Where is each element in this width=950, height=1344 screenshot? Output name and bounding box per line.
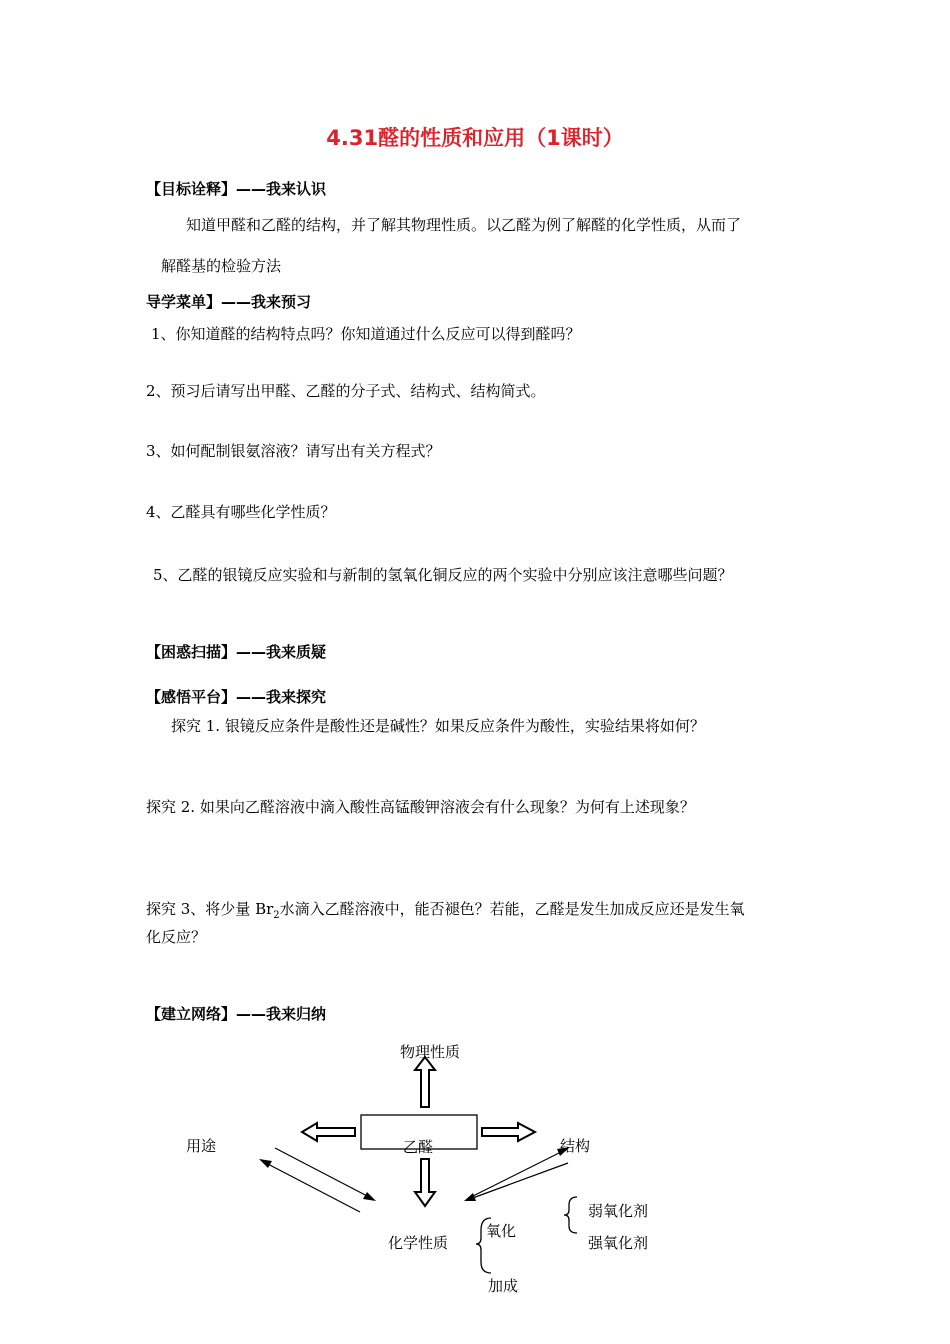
explore-3-prefix: 探究 3、将少量 Br [146, 900, 274, 918]
goal-text-line-2: 解醛基的检验方法 [161, 257, 282, 275]
node-chemical-properties: 化学性质 [388, 1234, 449, 1252]
question-1: 1、你知道醛的结构特点吗？你知道通过什么反应可以得到醛吗？ [151, 325, 581, 343]
node-weak-oxidant: 弱氧化剂 [588, 1202, 649, 1220]
question-4: 4、乙醛具有哪些化学性质？ [146, 503, 336, 521]
node-acetaldehyde: 乙醛 [403, 1138, 434, 1156]
question-2: 2、预习后请写出甲醛、乙醛的分子式、结构式、结构简式。 [146, 382, 546, 400]
node-addition: 加成 [488, 1277, 519, 1295]
node-strong-oxidant: 强氧化剂 [588, 1234, 649, 1252]
node-uses: 用途 [186, 1137, 217, 1155]
network-heading: 【建立网络】——我来归纳 [146, 1005, 327, 1023]
preview-heading: 导学菜单】——我来预习 [146, 293, 312, 311]
explore-3-subscript: 2 [273, 910, 280, 921]
question-3: 3、如何配制银氨溶液？请写出有关方程式？ [146, 442, 441, 460]
explore-3-suffix: 水滴入乙醛溶液中，能否褪色？若能，乙醛是发生加成反应还是发生氧 [279, 900, 745, 918]
right-diagonal-line-1 [473, 1150, 565, 1196]
node-oxidation: 氧化 [486, 1222, 517, 1240]
up-arrow [415, 1057, 435, 1107]
doubt-heading: 【困惑扫描】——我来质疑 [146, 643, 327, 661]
node-structure: 结构 [560, 1137, 591, 1155]
left-diagonal-arrowhead-1 [259, 1159, 272, 1168]
explore-3-line-2: 化反应？ [146, 928, 207, 946]
explore-1: 探究 1. 银镜反应条件是酸性还是碱性？如果反应条件为酸性，实验结果将如何？ [171, 717, 705, 735]
right-diagonal-line-2 [470, 1163, 568, 1199]
explore-2: 探究 2. 如果向乙醛溶液中滴入酸性高锰酸钾溶液会有什么现象？为何有上述现象？ [146, 798, 695, 816]
page-title: 4.31醛的性质和应用（1课时） [326, 126, 624, 150]
goal-heading: 【目标诠释】——我来认识 [146, 180, 327, 198]
left-arrow [302, 1123, 355, 1141]
explore-heading: 【感悟平台】——我来探究 [146, 688, 327, 706]
left-diagonal-line-1 [264, 1162, 360, 1212]
question-5: 5、乙醛的银镜反应实验和与新制的氢氧化铜反应的两个实验中分别应该注意哪些问题？ [153, 566, 733, 584]
right-arrow [482, 1123, 535, 1141]
goal-text-line-1: 知道甲醛和乙醛的结构，并了解其物理性质。以乙醛为例了解醛的化学性质，从而了 [186, 216, 742, 234]
left-diagonal-arrowhead-2 [363, 1192, 376, 1201]
left-diagonal-line-2 [275, 1148, 371, 1198]
down-arrow [415, 1159, 435, 1206]
right-diagonal-arrowhead-2 [464, 1193, 476, 1201]
brace-right [564, 1197, 577, 1233]
node-physical-properties: 物理性质 [400, 1043, 461, 1061]
